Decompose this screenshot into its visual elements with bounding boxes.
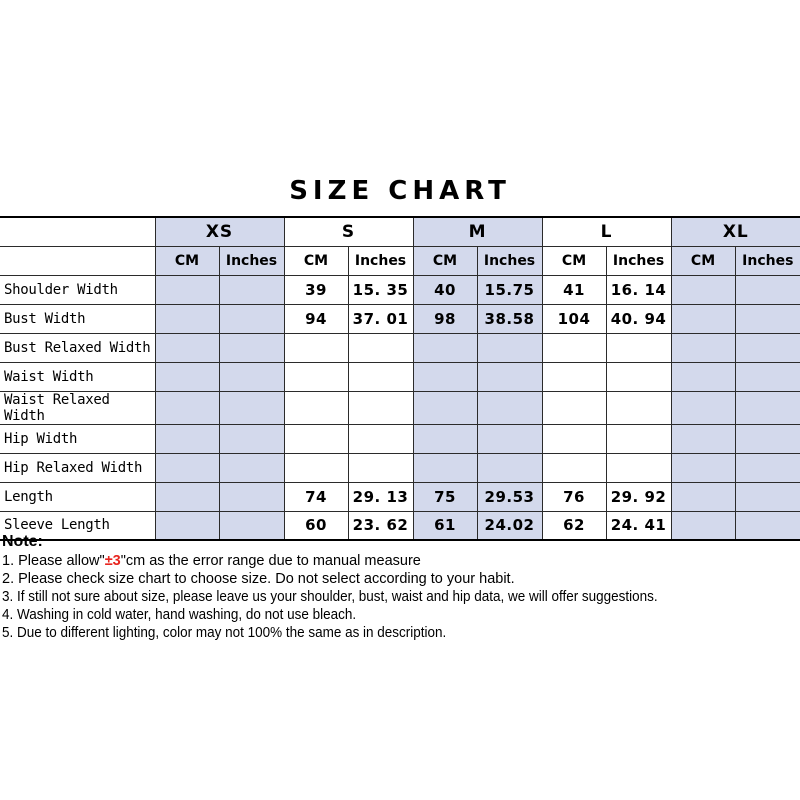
cell-m-cm — [413, 453, 477, 482]
cell-l-inches — [606, 391, 671, 424]
cell-s-cm: 39 — [284, 275, 348, 304]
size-group-header-row — [0, 217, 800, 246]
cell-xs-cm — [155, 424, 219, 453]
measurement-label: Hip Relaxed Width — [0, 453, 155, 482]
cell-xs-cm — [155, 304, 219, 333]
size-group-header-s: S — [284, 217, 413, 246]
cell-s-cm — [284, 391, 348, 424]
measurement-label: Shoulder Width — [0, 275, 155, 304]
measurement-label: Sleeve Length — [0, 511, 155, 540]
note-item-5: 5. Due to different lighting, color may not 100% the same as in description. — [2, 625, 447, 641]
cell-l-cm — [542, 362, 606, 391]
cell-xl-inches — [735, 333, 800, 362]
measurement-label: Length — [0, 482, 155, 511]
cell-m-inches — [477, 391, 542, 424]
cell-m-cm: 75 — [413, 482, 477, 511]
cell-l-inches — [606, 424, 671, 453]
cell-xl-inches — [735, 391, 800, 424]
measurement-label: Bust Relaxed Width — [0, 333, 155, 362]
note-item-3: 3. If still not sure about size, please leave us your shoulder, bust, waist and hip data, we will offer suggestions. — [2, 589, 658, 605]
cell-xs-inches — [219, 391, 284, 424]
note-1-prefix: 1. Please allow" — [2, 553, 105, 569]
note-1-suffix: "cm as the error range due to manual measure — [120, 553, 421, 569]
cell-m-cm — [413, 391, 477, 424]
cell-xs-cm — [155, 453, 219, 482]
note-item-1 — [2, 552, 798, 570]
size-table — [0, 216, 800, 541]
cell-l-cm: 76 — [542, 482, 606, 511]
table-row — [0, 333, 800, 362]
table-row — [0, 304, 800, 333]
cell-xl-inches — [735, 304, 800, 333]
cell-s-inches — [348, 333, 413, 362]
cell-m-cm — [413, 424, 477, 453]
unit-header-s-cm: CM — [284, 246, 348, 275]
cell-xs-inches — [219, 333, 284, 362]
cell-xs-cm — [155, 333, 219, 362]
cell-s-inches — [348, 362, 413, 391]
table-row — [0, 424, 800, 453]
table-row — [0, 275, 800, 304]
cell-xs-inches — [219, 424, 284, 453]
note-block — [2, 533, 798, 642]
cell-xl-inches — [735, 424, 800, 453]
cell-s-inches: 29. 13 — [348, 482, 413, 511]
size-group-header-m: M — [413, 217, 542, 246]
cell-xs-cm — [155, 275, 219, 304]
measurement-label: Waist Relaxed Width — [0, 391, 155, 424]
unit-header-l-inches: Inches — [606, 246, 671, 275]
table-row — [0, 482, 800, 511]
cell-xl-cm — [671, 453, 735, 482]
note-heading: Note: — [2, 533, 43, 550]
cell-xl-cm — [671, 362, 735, 391]
header-corner-cell — [0, 217, 155, 246]
cell-xs-cm — [155, 362, 219, 391]
measurement-label: Waist Width — [0, 362, 155, 391]
cell-l-cm — [542, 391, 606, 424]
cell-m-inches — [477, 362, 542, 391]
note-item-2: 2. Please check size chart to choose size. Do not select according to your habit. — [2, 571, 515, 587]
cell-s-cm — [284, 362, 348, 391]
cell-s-inches — [348, 453, 413, 482]
unit-corner-cell — [0, 246, 155, 275]
cell-xs-inches — [219, 304, 284, 333]
cell-m-inches: 38.58 — [477, 304, 542, 333]
size-table-container — [0, 216, 800, 541]
cell-xl-cm — [671, 391, 735, 424]
cell-s-cm: 60 — [284, 511, 348, 540]
cell-s-inches — [348, 391, 413, 424]
cell-xl-cm — [671, 333, 735, 362]
table-row — [0, 391, 800, 424]
measurement-label: Hip Width — [0, 424, 155, 453]
cell-xs-inches — [219, 453, 284, 482]
size-table-body — [0, 217, 800, 540]
cell-s-cm — [284, 453, 348, 482]
size-group-header-xl: XL — [671, 217, 800, 246]
cell-xs-cm — [155, 391, 219, 424]
table-row — [0, 453, 800, 482]
cell-xl-cm — [671, 304, 735, 333]
cell-s-cm — [284, 424, 348, 453]
cell-l-inches: 24. 41 — [606, 511, 671, 540]
cell-m-cm — [413, 333, 477, 362]
unit-header-xs-inches: Inches — [219, 246, 284, 275]
cell-l-cm — [542, 333, 606, 362]
cell-m-cm: 40 — [413, 275, 477, 304]
cell-l-cm — [542, 424, 606, 453]
cell-l-inches — [606, 453, 671, 482]
cell-l-inches — [606, 333, 671, 362]
unit-header-xs-cm: CM — [155, 246, 219, 275]
unit-header-l-cm: CM — [542, 246, 606, 275]
cell-xl-cm — [671, 424, 735, 453]
cell-l-cm — [542, 453, 606, 482]
cell-m-cm — [413, 362, 477, 391]
cell-xl-inches — [735, 362, 800, 391]
size-group-header-xs: XS — [155, 217, 284, 246]
cell-xs-cm — [155, 482, 219, 511]
cell-xs-inches — [219, 482, 284, 511]
unit-header-xl-cm: CM — [671, 246, 735, 275]
unit-header-row — [0, 246, 800, 275]
cell-l-cm: 104 — [542, 304, 606, 333]
tolerance-value: ±3 — [104, 553, 121, 569]
cell-m-inches: 24.02 — [477, 511, 542, 540]
cell-s-inches — [348, 424, 413, 453]
cell-l-inches: 40. 94 — [606, 304, 671, 333]
cell-xs-inches — [219, 275, 284, 304]
cell-m-inches — [477, 453, 542, 482]
cell-xl-cm — [671, 275, 735, 304]
cell-m-inches — [477, 424, 542, 453]
cell-l-cm: 41 — [542, 275, 606, 304]
cell-s-cm: 94 — [284, 304, 348, 333]
cell-l-cm: 62 — [542, 511, 606, 540]
cell-m-inches — [477, 333, 542, 362]
cell-m-cm: 61 — [413, 511, 477, 540]
cell-xl-inches — [735, 482, 800, 511]
table-row — [0, 362, 800, 391]
cell-xl-inches — [735, 275, 800, 304]
cell-s-cm: 74 — [284, 482, 348, 511]
page-title: SIZE CHART — [289, 176, 511, 206]
cell-xs-inches — [219, 362, 284, 391]
cell-l-inches: 29. 92 — [606, 482, 671, 511]
cell-l-inches: 16. 14 — [606, 275, 671, 304]
cell-s-inches: 15. 35 — [348, 275, 413, 304]
unit-header-m-inches: Inches — [477, 246, 542, 275]
cell-s-inches: 23. 62 — [348, 511, 413, 540]
cell-xl-inches — [735, 453, 800, 482]
cell-m-inches: 29.53 — [477, 482, 542, 511]
unit-header-s-inches: Inches — [348, 246, 413, 275]
cell-m-cm: 98 — [413, 304, 477, 333]
cell-s-inches: 37. 01 — [348, 304, 413, 333]
measurement-label: Bust Width — [0, 304, 155, 333]
cell-xl-cm — [671, 482, 735, 511]
unit-header-xl-inches: Inches — [735, 246, 800, 275]
cell-m-inches: 15.75 — [477, 275, 542, 304]
unit-header-m-cm: CM — [413, 246, 477, 275]
size-group-header-l: L — [542, 217, 671, 246]
note-item-4: 4. Washing in cold water, hand washing, do not use bleach. — [2, 607, 357, 623]
cell-l-inches — [606, 362, 671, 391]
cell-s-cm — [284, 333, 348, 362]
